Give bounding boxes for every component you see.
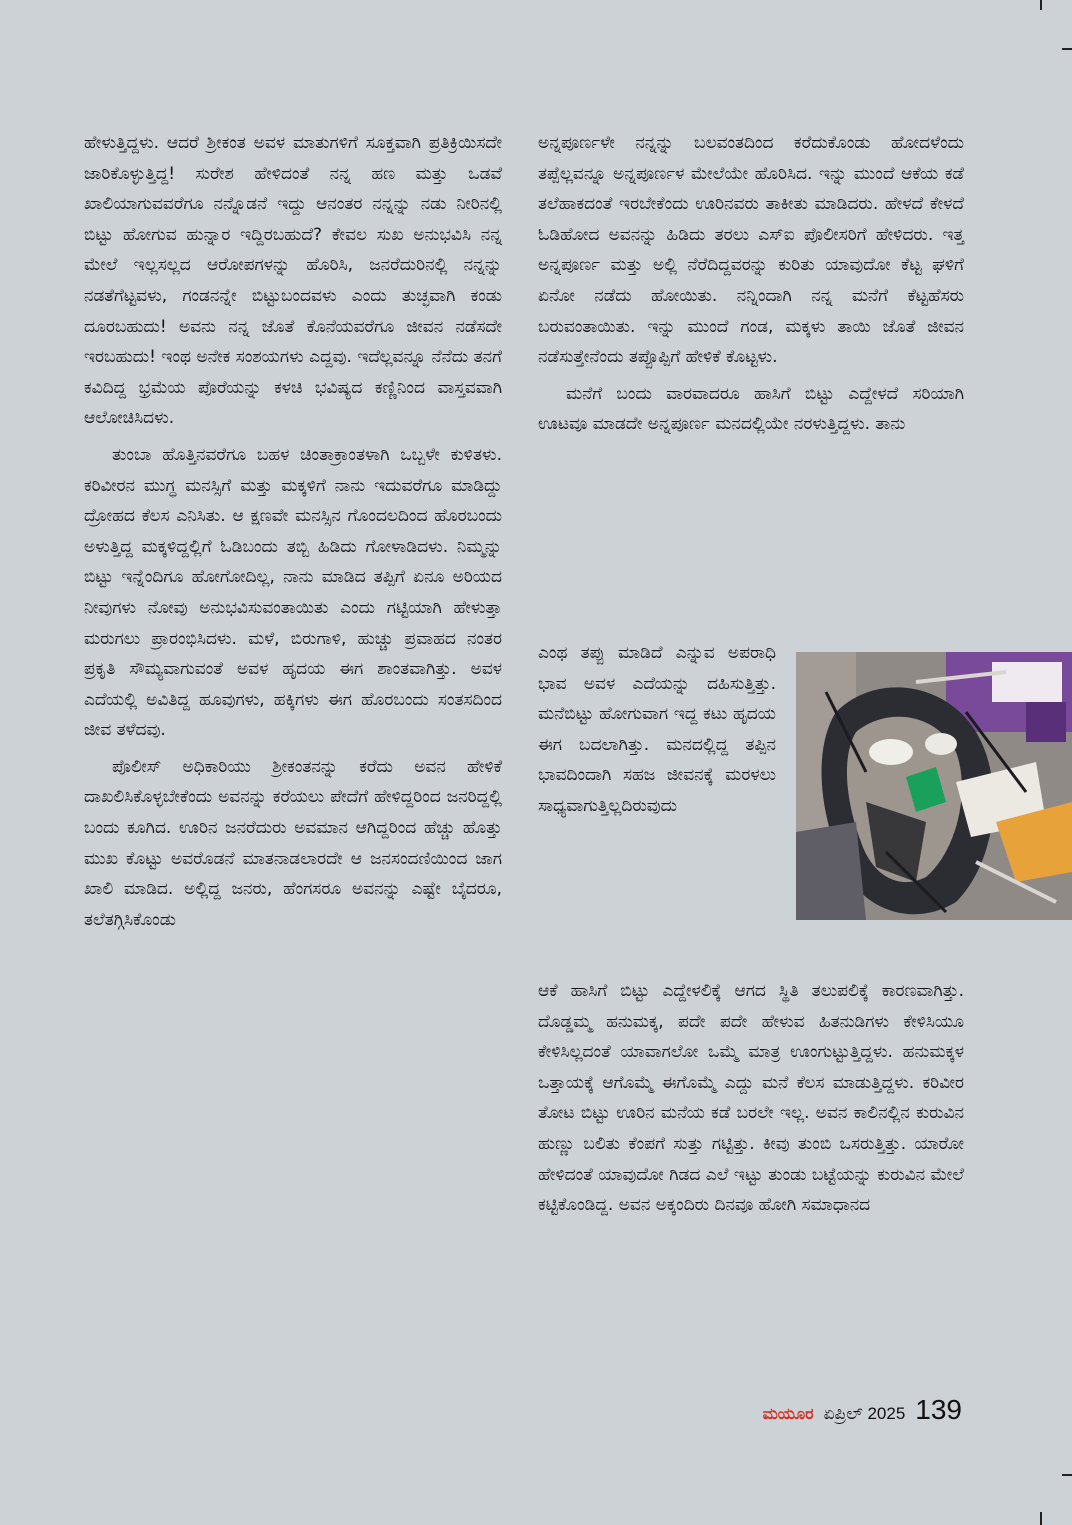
page-footer: [763, 1394, 962, 1426]
page-number: 139: [915, 1394, 962, 1425]
left-paragraph-3: ಪೊಲೀಸ್ ಅಧಿಕಾರಿಯು ಶ್ರೀಕಂತನನ್ನು ಕರೆದು ಅವನ ಹೇಳಿಕೆ ದಾಖಲಿಸಿಕೊಳ್ಳಬೇಕೆಂದು ಅವನನ್ನು ಕರೆಯಲು ಪೇದೆಗೆ ಹೇಳಿದ್ದರಿಂದ ಜನರಿದ್ದಲ್ಲಿ ಬಂದು ಕೂಗಿದ. ಊರಿನ ಜನರೆದುರು ಅವಮಾನ ಆಗಿದ್ದರಿಂದ ಹೆಚ್ಚು ಹೊತ್ತು ಮುಖ ಕೊಟ್ಟು ಅವರೊಡನೆ ಮಾತನಾಡಲಾರದೇ ಆ ಜನಸಂದಣಿಯಿಂದ ಜಾಗ ಖಾಲಿ ಮಾಡಿದ. ಅಲ್ಲಿದ್ದ ಜನರು, ಹೆಂಗಸರೂ ಅವನನ್ನು ಎಷ್ಟೇ ಬೈದರೂ, ತಲೆತಗ್ಗಿಸಿಕೊಂಡು: [84, 756, 502, 930]
right-paragraph-3: ಆಕೆ ಹಾಸಿಗೆ ಬಿಟ್ಟು ಎದ್ದೇಳಲಿಕ್ಕೆ ಆಗದ ಸ್ಥಿತಿ ತಲುಪಲಿಕ್ಕೆ ಕಾರಣವಾಗಿತ್ತು. ದೊಡ್ಡಮ್ಮ ಹನುಮಕ್ಕ, ಪದೇ ಪದೇ ಹೇಳುವ ಹಿತನುಡಿಗಳು ಕೇಳಿಸಿಯೂ ಕೇಳಿಸಿಲ್ಲದಂತೆ ಯಾವಾಗಲೋ ಒಮ್ಮೆ ಮಾತ್ರ ಊಂಗುಟ್ಟುತ್ತಿದ್ದಳು. ಹನುಮಕ್ಕಳ ಒತ್ತಾಯಕ್ಕೆ ಆಗೊಮ್ಮೆ ಈಗೊಮ್ಮೆ ಎದ್ದು ಮನೆ ಕೆಲಸ ಮಾಡುತ್ತಿದ್ದಳು. ಕರಿವೀರ ತೋಟ ಬಿಟ್ಟು ಊರಿನ ಮನೆಯ ಕಡೆ ಬರಲೇ ಇಲ್ಲ. ಅವನ ಕಾಲಿನಲ್ಲಿನ ಕುರುವಿನ ಹುಣ್ಣು ಬಲಿತು ಕೆಂಪಗೆ ಸುತ್ತು ಗಟ್ಟಿತ್ತು. ಕೀವು ತುಂಬಿ ಒಸರುತ್ತಿತ್ತು. ಯಾರೋ ಹೇಳಿದಂತೆ ಯಾವುದೋ ಗಿಡದ ಎಲೆ ಇಟ್ಟು ತುಂಡು ಬಟ್ಟೆಯನ್ನು ಕುರುವಿನ ಮೇಲೆ ಕಟ್ಟಿಕೊಂಡಿದ್ದ. ಅವನ ಅಕ್ಕಂದಿರು ದಿನವೂ ಹೋಗಿ ಸಮಾಧಾನದ: [538, 981, 964, 1216]
crop-mark-right-top: [1062, 48, 1072, 50]
crop-mark-top: [1040, 0, 1042, 10]
left-paragraph-1: ಹೇಳುತ್ತಿದ್ದಳು. ಆದರೆ ಶ್ರೀಕಂತ ಅವಳ ಮಾತುಗಳಿಗೆ ಸೂಕ್ತವಾಗಿ ಪ್ರತಿಕ್ರಿಯಿಸದೇ ಜಾರಿಕೊಳ್ಳುತ್ತಿದ್ದ! ಸುರೇಶ ಹೇಳಿದಂತೆ ನನ್ನ ಹಣ ಮತ್ತು ಒಡವೆ ಖಾಲಿಯಾಗುವವರೆಗೂ ನನ್ನೊಡನೆ ಇದ್ದು ಆನಂತರ ನನ್ನನ್ನು ನಡು ನೀರಿನಲ್ಲಿ ಬಿಟ್ಟು ಹೋಗುವ ಹುನ್ನಾರ ಇದ್ದಿರಬಹುದೆ? ಕೇವಲ ಸುಖ ಅನುಭವಿಸಿ ನನ್ನ ಮೇಲೆ ಇಲ್ಲಸಲ್ಲದ ಆರೋಪಗಳನ್ನು ಹೊರಿಸಿ, ಜನರೆದುರಿನಲ್ಲಿ ನನ್ನನ್ನು ನಡತೆಗೆಟ್ಟವಳು, ಗಂಡನನ್ನೇ ಬಿಟ್ಟುಬಂದವಳು ಎಂದು ತುಚ್ಛವಾಗಿ ಕಂಡು ದೂರಬಹುದು! ಅವನು ನನ್ನ ಜೊತೆ ಕೊನೆಯವರೆಗೂ ಜೀವನ ನಡೆಸದೇ ಇರಬಹುದು! ಇಂಥ ಅನೇಕ ಸಂಶಯಗಳು ಎದ್ದವು. ಇದೆಲ್ಲವನ್ನೂ ನೆನೆದು ತನಗೆ ಕವಿದಿದ್ದ ಭ್ರಮೆಯ ಪೊರೆಯನ್ನು ಕಳಚಿ ಭವಿಷ್ಯದ ಕಣ್ಣಿನಿಂದ ವಾಸ್ತವವಾಗಿ ಆಲೋಚಿಸಿದಳು.: [84, 133, 502, 429]
illustration-abstract-face: [796, 652, 1072, 920]
crop-mark-right-bottom: [1062, 1474, 1072, 1476]
issue-date: ಏಪ್ರಿಲ್ 2025: [823, 1404, 906, 1423]
right-paragraph-2: ಮನೆಗೆ ಬಂದು ವಾರವಾದರೂ ಹಾಸಿಗೆ ಬಿಟ್ಟು ಎದ್ದೇಳದೆ ಸರಿಯಾಗಿ ಊಟವೂ ಮಾಡದೇ ಅನ್ನಪೂರ್ಣ ಮನದಲ್ಲಿಯೇ ನರಳುತ್ತಿದ್ದಳು. ತಾನು: [538, 383, 964, 435]
left-paragraph-2: ತುಂಬಾ ಹೊತ್ತಿನವರೆಗೂ ಬಹಳ ಚಿಂತಾಕ್ರಾಂತಳಾಗಿ ಒಬ್ಬಳೇ ಕುಳಿತಳು. ಕರಿವೀರನ ಮುಗ್ಧ ಮನಸ್ಸಿಗೆ ಮತ್ತು ಮಕ್ಕಳಿಗೆ ನಾನು ಇದುವರೆಗೂ ಮಾಡಿದ್ದು ದ್ರೋಹದ ಕೆಲಸ ಎನಿಸಿತು. ಆ ಕ್ಷಣವೇ ಮನಸ್ಸಿನ ಗೊಂದಲದಿಂದ ಹೊರಬಂದು ಅಳುತ್ತಿದ್ದ ಮಕ್ಕಳಿದ್ದಲ್ಲಿಗೆ ಓಡಿಬಂದು ತಬ್ಬಿ ಹಿಡಿದು ಗೋಳಾಡಿದಳು. ನಿಮ್ಮನ್ನು ಬಿಟ್ಟು ಇನ್ನೆಂದಿಗೂ ಹೋಗೋದಿಲ್ಲ, ನಾನು ಮಾಡಿದ ತಪ್ಪಿಗೆ ಏನೂ ಅರಿಯದ ನೀವುಗಳು ನೋವು ಅನುಭವಿಸುವಂತಾಯಿತು ಎಂದು ಗಟ್ಟಿಯಾಗಿ ಹೇಳುತ್ತಾ ಮರುಗಲು ಪ್ರಾರಂಭಿಸಿದಳು. ಮಳೆ, ಬಿರುಗಾಳಿ, ಹುಚ್ಚು ಪ್ರವಾಹದ ನಂತರ ಪ್ರಕೃತಿ ಸೌಮ್ಯವಾಗುವಂತೆ ಅವಳ ಹೃದಯ ಈಗ ಶಾಂತವಾಗಿತ್ತು. ಅವಳ ಎದೆಯಲ್ಲಿ ಅವಿತಿದ್ದ ಹೂವುಗಳು, ಹಕ್ಕಿಗಳು ಈಗ ಹೊರಬಂದು ಸಂತಸದಿಂದ ಜೀವ ತಳೆದವು.: [84, 444, 502, 741]
right-column-lower: [538, 976, 964, 1221]
right-column-wrap-text: ಎಂಥ ತಪ್ಪು ಮಾಡಿದೆ ಎನ್ನುವ ಅಪರಾಧಿ ಭಾವ ಅವಳ ಎದೆಯನ್ನು ದಹಿಸುತ್ತಿತ್ತು. ಮನೆಬಿಟ್ಟು ಹೋಗುವಾಗ ಇದ್ದ ಕಟು ಹೃದಯ ಈಗ ಬದಲಾಗಿತ್ತು. ಮನದಲ್ಲಿದ್ದ ತಪ್ಪಿನ ಭಾವದಿಂದಾಗಿ ಸಹಜ ಜೀವನಕ್ಕೆ ಮರಳಲು ಸಾಧ್ಯವಾಗುತ್ತಿಲ್ಲದಿರುವುದು: [538, 643, 776, 816]
right-paragraph-1: ಅನ್ನಪೂರ್ಣಳೇ ನನ್ನನ್ನು ಬಲವಂತದಿಂದ ಕರೆದುಕೊಂಡು ಹೋದಳೆಂದು ತಪ್ಪೆಲ್ಲವನ್ನೂ ಅನ್ನಪೂರ್ಣಳ ಮೇಲೆಯೇ ಹೊರಿಸಿದ. ಇನ್ನು ಮುಂದೆ ಆಕೆಯ ಕಡೆ ತಲೆಹಾಕದಂತೆ ಇರಬೇಕೆಂದು ಊರಿನವರು ತಾಕೀತು ಮಾಡಿದರು. ಹೇಳದೆ ಕೇಳದೆ ಓಡಿಹೋದ ಅವನನ್ನು ಹಿಡಿದು ತರಲು ಎಸ್‌ಐ ಪೊಲೀಸರಿಗೆ ಹೇಳಿದರು. ಇತ್ತ ಅನ್ನಪೂರ್ಣ ಮತ್ತು ಅಲ್ಲಿ ನೆರೆದಿದ್ದವರನ್ನು ಕುರಿತು ಯಾವುದೋ ಕೆಟ್ಟ ಘಳಿಗೆ ಏನೋ ನಡೆದು ಹೋಯಿತು. ನನ್ನಿಂದಾಗಿ ನನ್ನ ಮನೆಗೆ ಕೆಟ್ಟಹೆಸರು ಬರುವಂತಾಯಿತು. ಇನ್ನು ಮುಂದೆ ಗಂಡ, ಮಕ್ಕಳು ತಾಯಿ ಜೊತೆ ಜೀವನ ನಡೆಸುತ್ತೇನೆಂದು ತಪ್ಪೊಪ್ಪಿಗೆ ಹೇಳಿಕೆ ಕೊಟ್ಟಳು.: [538, 133, 964, 368]
right-column-upper: [538, 128, 964, 446]
magazine-brand: ಮಯೂರ: [762, 1406, 814, 1423]
illustration-art: [796, 652, 1072, 920]
crop-mark-bottom: [1040, 1512, 1042, 1525]
left-column: [84, 128, 502, 941]
